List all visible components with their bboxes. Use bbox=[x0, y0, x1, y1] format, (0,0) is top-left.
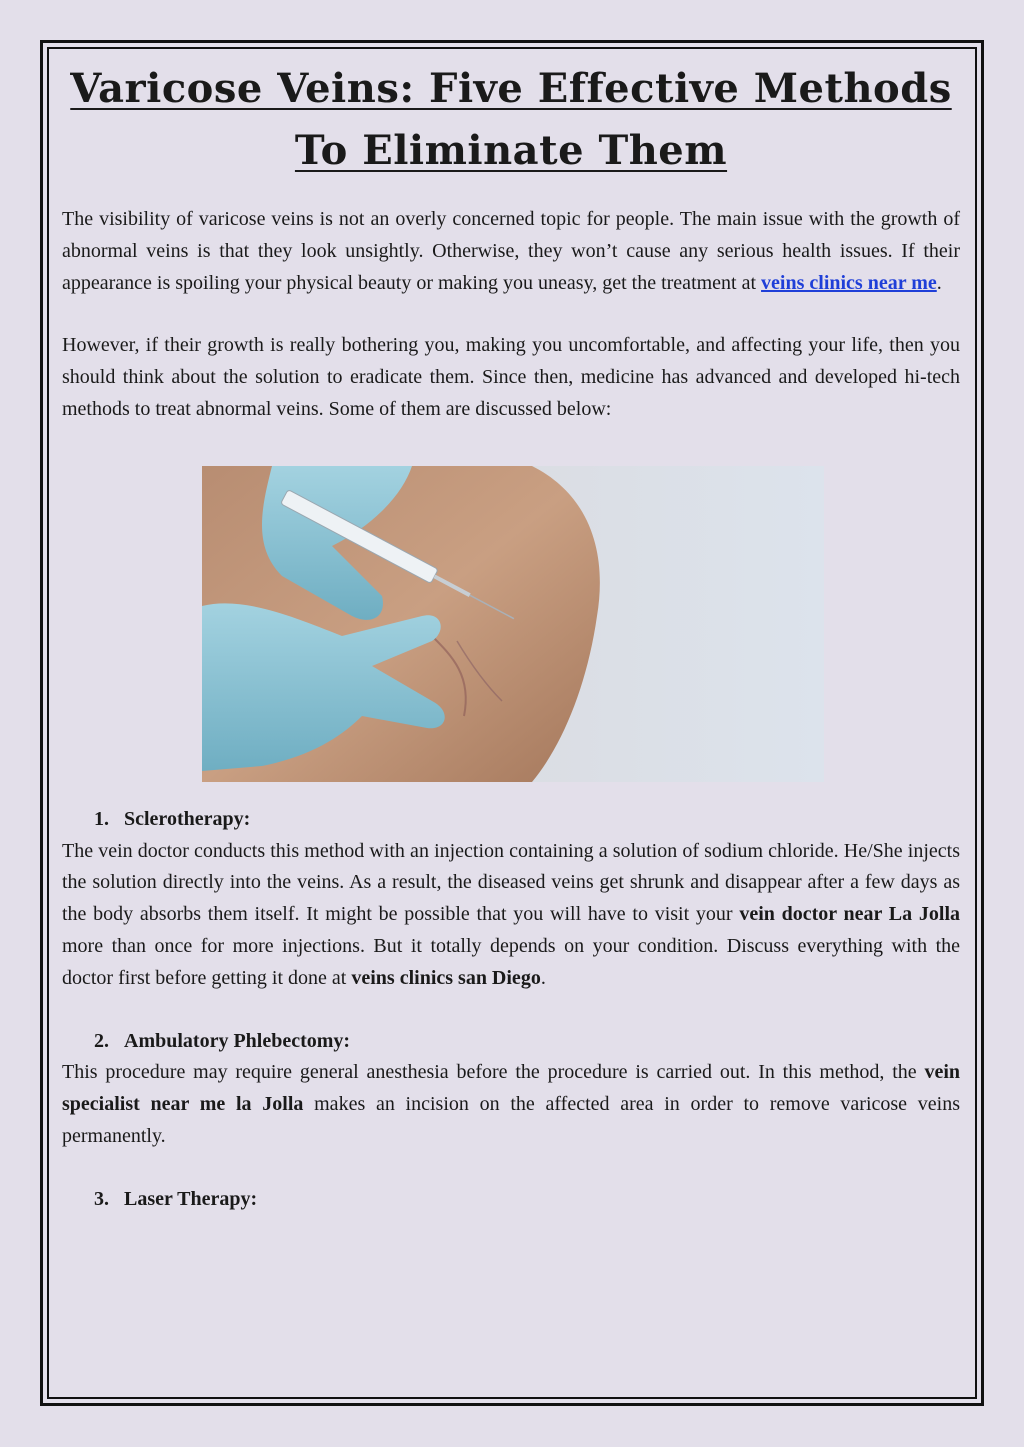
section-2-heading bbox=[94, 1026, 960, 1058]
title-line-1: Varicose Veins: Five Effective Methods bbox=[70, 65, 952, 112]
title-line-2: To Eliminate Them bbox=[294, 127, 728, 174]
intro-text-end: . bbox=[936, 271, 942, 294]
section-1-text-end: . bbox=[540, 966, 546, 989]
injection-photo-illustration bbox=[202, 466, 824, 782]
section-1-heading bbox=[94, 804, 960, 836]
intro-paragraph bbox=[62, 204, 960, 299]
veins-clinics-san-diego-text: veins clinics san Diego bbox=[351, 966, 541, 989]
section-1-body bbox=[62, 836, 960, 995]
section-2-body bbox=[62, 1057, 960, 1152]
section-2-text: This procedure may require general anesthesia before the procedure is carried out. In this method, the bbox=[62, 1061, 925, 1084]
section-1-text: The vein doctor conducts this method with an injection containing a solution of sodium chloride. He/She injects the solution directly into the veins. As a result, the diseased veins get shrunk and disappear after a few days as the body absorbs them itself. It might be possible that you will have to visit your bbox=[62, 839, 960, 926]
section-3-heading bbox=[94, 1184, 960, 1216]
section-1-text-2: more than once for more injections. But it totally depends on your condition. Discuss everything with the doctor first before getting it done at bbox=[62, 934, 960, 989]
section-3-number: 3. bbox=[94, 1187, 109, 1210]
section-3-title: Laser Therapy: bbox=[124, 1187, 258, 1210]
section-2-title: Ambulatory Phlebectomy: bbox=[124, 1029, 351, 1052]
vein-doctor-la-jolla-text: vein doctor near La Jolla bbox=[739, 903, 960, 926]
injection-photo bbox=[202, 466, 824, 782]
document-title bbox=[62, 58, 960, 182]
intro-text: The visibility of varicose veins is not an overly concerned topic for people. The main issue with the growth of abnormal veins is that they look unsightly. Otherwise, they won’t cause any serious health issues. If their appearance is spoiling your physical beauty or making you uneasy, get the treatment at bbox=[62, 208, 960, 294]
section-2-text-2: makes an incision on the affected area in order to remove varicose veins permanently. bbox=[62, 1093, 960, 1147]
section-1-title: Sclerotherapy: bbox=[124, 807, 251, 830]
paragraph-2: However, if their growth is really bothering you, making you uncomfortable, and affecting your life, then you should think about the solution to eradicate them. Since then, medicine has advanced and developed hi-tech methods to treat abnormal veins. Some of them are discussed below: bbox=[62, 334, 960, 420]
vein-specialist-la-jolla-text: vein specialist near me la Jolla bbox=[62, 1061, 960, 1116]
section-1-number: 1. bbox=[94, 807, 109, 830]
section-2-number: 2. bbox=[94, 1029, 109, 1052]
veins-clinics-link[interactable]: veins clinics near me bbox=[761, 271, 937, 294]
document-content bbox=[62, 58, 960, 1216]
